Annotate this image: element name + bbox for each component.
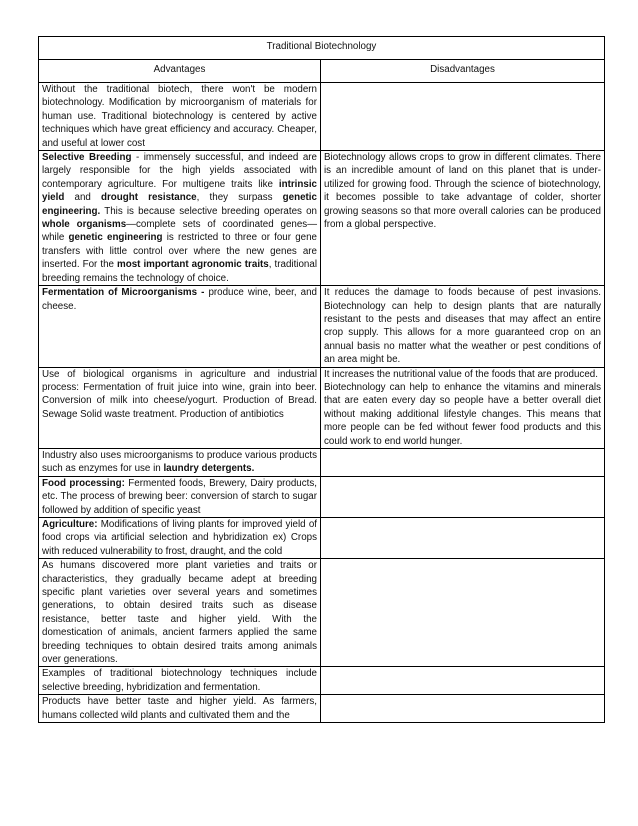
bold-text: intrinsic yield — [42, 178, 317, 204]
cell-text: produce wine, beer, and cheese. — [42, 287, 317, 312]
advantage-cell — [39, 667, 321, 695]
cell-text: Products have better taste and higher yield. As farmers, humans collected wild plants and cultivated them and the — [42, 696, 317, 721]
cell-text: This is because selective breeding operates on — [100, 205, 317, 217]
disadvantage-cell — [321, 559, 605, 667]
disadvantage-cell — [321, 286, 605, 367]
disadvantage-cell — [321, 518, 605, 559]
table-row — [39, 559, 605, 667]
bold-text: most important agronomic traits — [117, 259, 269, 271]
cell-text: Fermented foods, Brewery, Dairy products, etc. The process of brewing beer: conversion of starch to sugar followed by addition of specific yeast — [42, 477, 317, 516]
bold-text: Fermentation of Microorganisms - — [42, 287, 205, 299]
cell-text: - immensely successful, and indeed are largely responsible for the high yields associated with contemporary agriculture. For multigene traits like — [42, 152, 318, 190]
cell-text: Examples of traditional biotechnology techniques include selective breeding, hybridization and fermentation. — [42, 668, 317, 693]
cell-text: Industry also uses microorganisms to produce various products such as enzymes for use in — [42, 449, 317, 475]
bold-text: drought resistance — [101, 192, 197, 204]
bold-text: Agriculture: — [42, 519, 98, 530]
table-row — [39, 286, 605, 367]
advantage-cell — [39, 83, 321, 151]
cell-text: As humans discovered more plant varieties and traits or characteristics, they gradually became adept at breeding specific plant varieties over several years and sometimes generations, to obtain desired traits such as disease resistance, better taste and higher yield. With the domestication of animals, ancient farmers applied the same breeding techniques to obtain desired traits among animals over generations. — [42, 560, 317, 666]
table-title: Traditional Biotechnology — [39, 37, 605, 60]
cell-text: , traditional breeding remains the technology of choice. — [42, 259, 317, 284]
advantage-cell — [39, 286, 321, 367]
cell-text: —complete sets of coordinated genes—while — [42, 219, 317, 244]
bold-text: Selective Breeding — [42, 152, 132, 164]
table-row — [39, 151, 605, 286]
bold-text: genetic engineering — [68, 232, 163, 244]
table-row — [39, 367, 605, 448]
cell-text: is restricted to three or four gene transfers with little control over where the new genes are inserted. For the — [42, 232, 317, 271]
table-row — [39, 448, 605, 476]
advantages-header: Advantages — [39, 60, 321, 83]
advantage-cell — [39, 476, 321, 517]
biotech-table — [38, 36, 605, 723]
table-row — [39, 83, 605, 151]
cell-text: Biotechnology allows crops to grow in different climates. There is an incredible amount of land on this planet that is under-utilized for growing food. Through the science of biotechnology, it becomes possible to take advantage of colder, shorter growing seasons so that more overall calories can be produced from a global perspective. — [324, 152, 601, 231]
advantage-cell — [39, 448, 321, 476]
cell-text: Use of biological organisms in agriculture and industrial process: Fermentation of fruit juice into wine, grain into beer. Conversion of milk into cheese/yogurt. Production of Bread. Sewage Solid waste treatment. Production of antibiotics — [42, 368, 317, 420]
title-row — [39, 37, 605, 60]
advantage-cell — [39, 559, 321, 667]
disadvantage-cell — [321, 667, 605, 695]
cell-text: It increases the nutritional value of the foods that are produced. — [324, 368, 598, 380]
disadvantage-cell — [321, 151, 605, 286]
disadvantages-header: Disadvantages — [321, 60, 605, 83]
table-row — [39, 667, 605, 695]
disadvantage-cell — [321, 695, 605, 723]
cell-text: Without the traditional biotech, there won't be modern biotechnology. Modification by microorganism of materials for human use. Traditional biotechnology is centered by active techniques which have great efficiency and accuracy. Cheaper, and useful at lower cost — [42, 84, 317, 149]
cell-text: Modifications of living plants for improved yield of food crops via artificial selection and hybridization ex) Crops with reduced vulnerability to frost, draught, and the cold — [42, 519, 317, 557]
cell-text: It reduces the damage to foods because of pest invasions. Biotechnology can help to design plants that are naturally resistant to the pests and diseases that may affect an entire crop supply. This allows for a more guaranteed crop on an annual basis no matter what the weather or pest conditions of an area might be. — [324, 287, 601, 366]
cell-text: Biotechnology can help to enhance the vitamins and minerals that are eaten every day so people have a better overall diet without making additional lifestyle changes. This means that more people can be fed without fewer food products and this could work to end world hunger. — [324, 381, 601, 447]
advantage-cell — [39, 367, 321, 448]
bold-text: whole organisms — [42, 219, 127, 231]
disadvantage-cell — [321, 367, 605, 448]
cell-text: , they surpass — [196, 192, 283, 204]
table-row — [39, 695, 605, 723]
advantage-cell — [39, 695, 321, 723]
advantage-cell — [39, 518, 321, 559]
disadvantage-cell — [321, 448, 605, 476]
table-row — [39, 518, 605, 559]
disadvantage-cell — [321, 83, 605, 151]
disadvantage-cell — [321, 476, 605, 517]
table-row — [39, 476, 605, 517]
advantage-cell — [39, 151, 321, 286]
bold-text: genetic engineering. — [42, 192, 317, 217]
bold-text: laundry detergents. — [163, 463, 255, 475]
header-row — [39, 60, 605, 83]
bold-text: Food processing: — [42, 477, 125, 489]
cell-text: and — [64, 192, 101, 204]
table-body — [39, 37, 605, 723]
